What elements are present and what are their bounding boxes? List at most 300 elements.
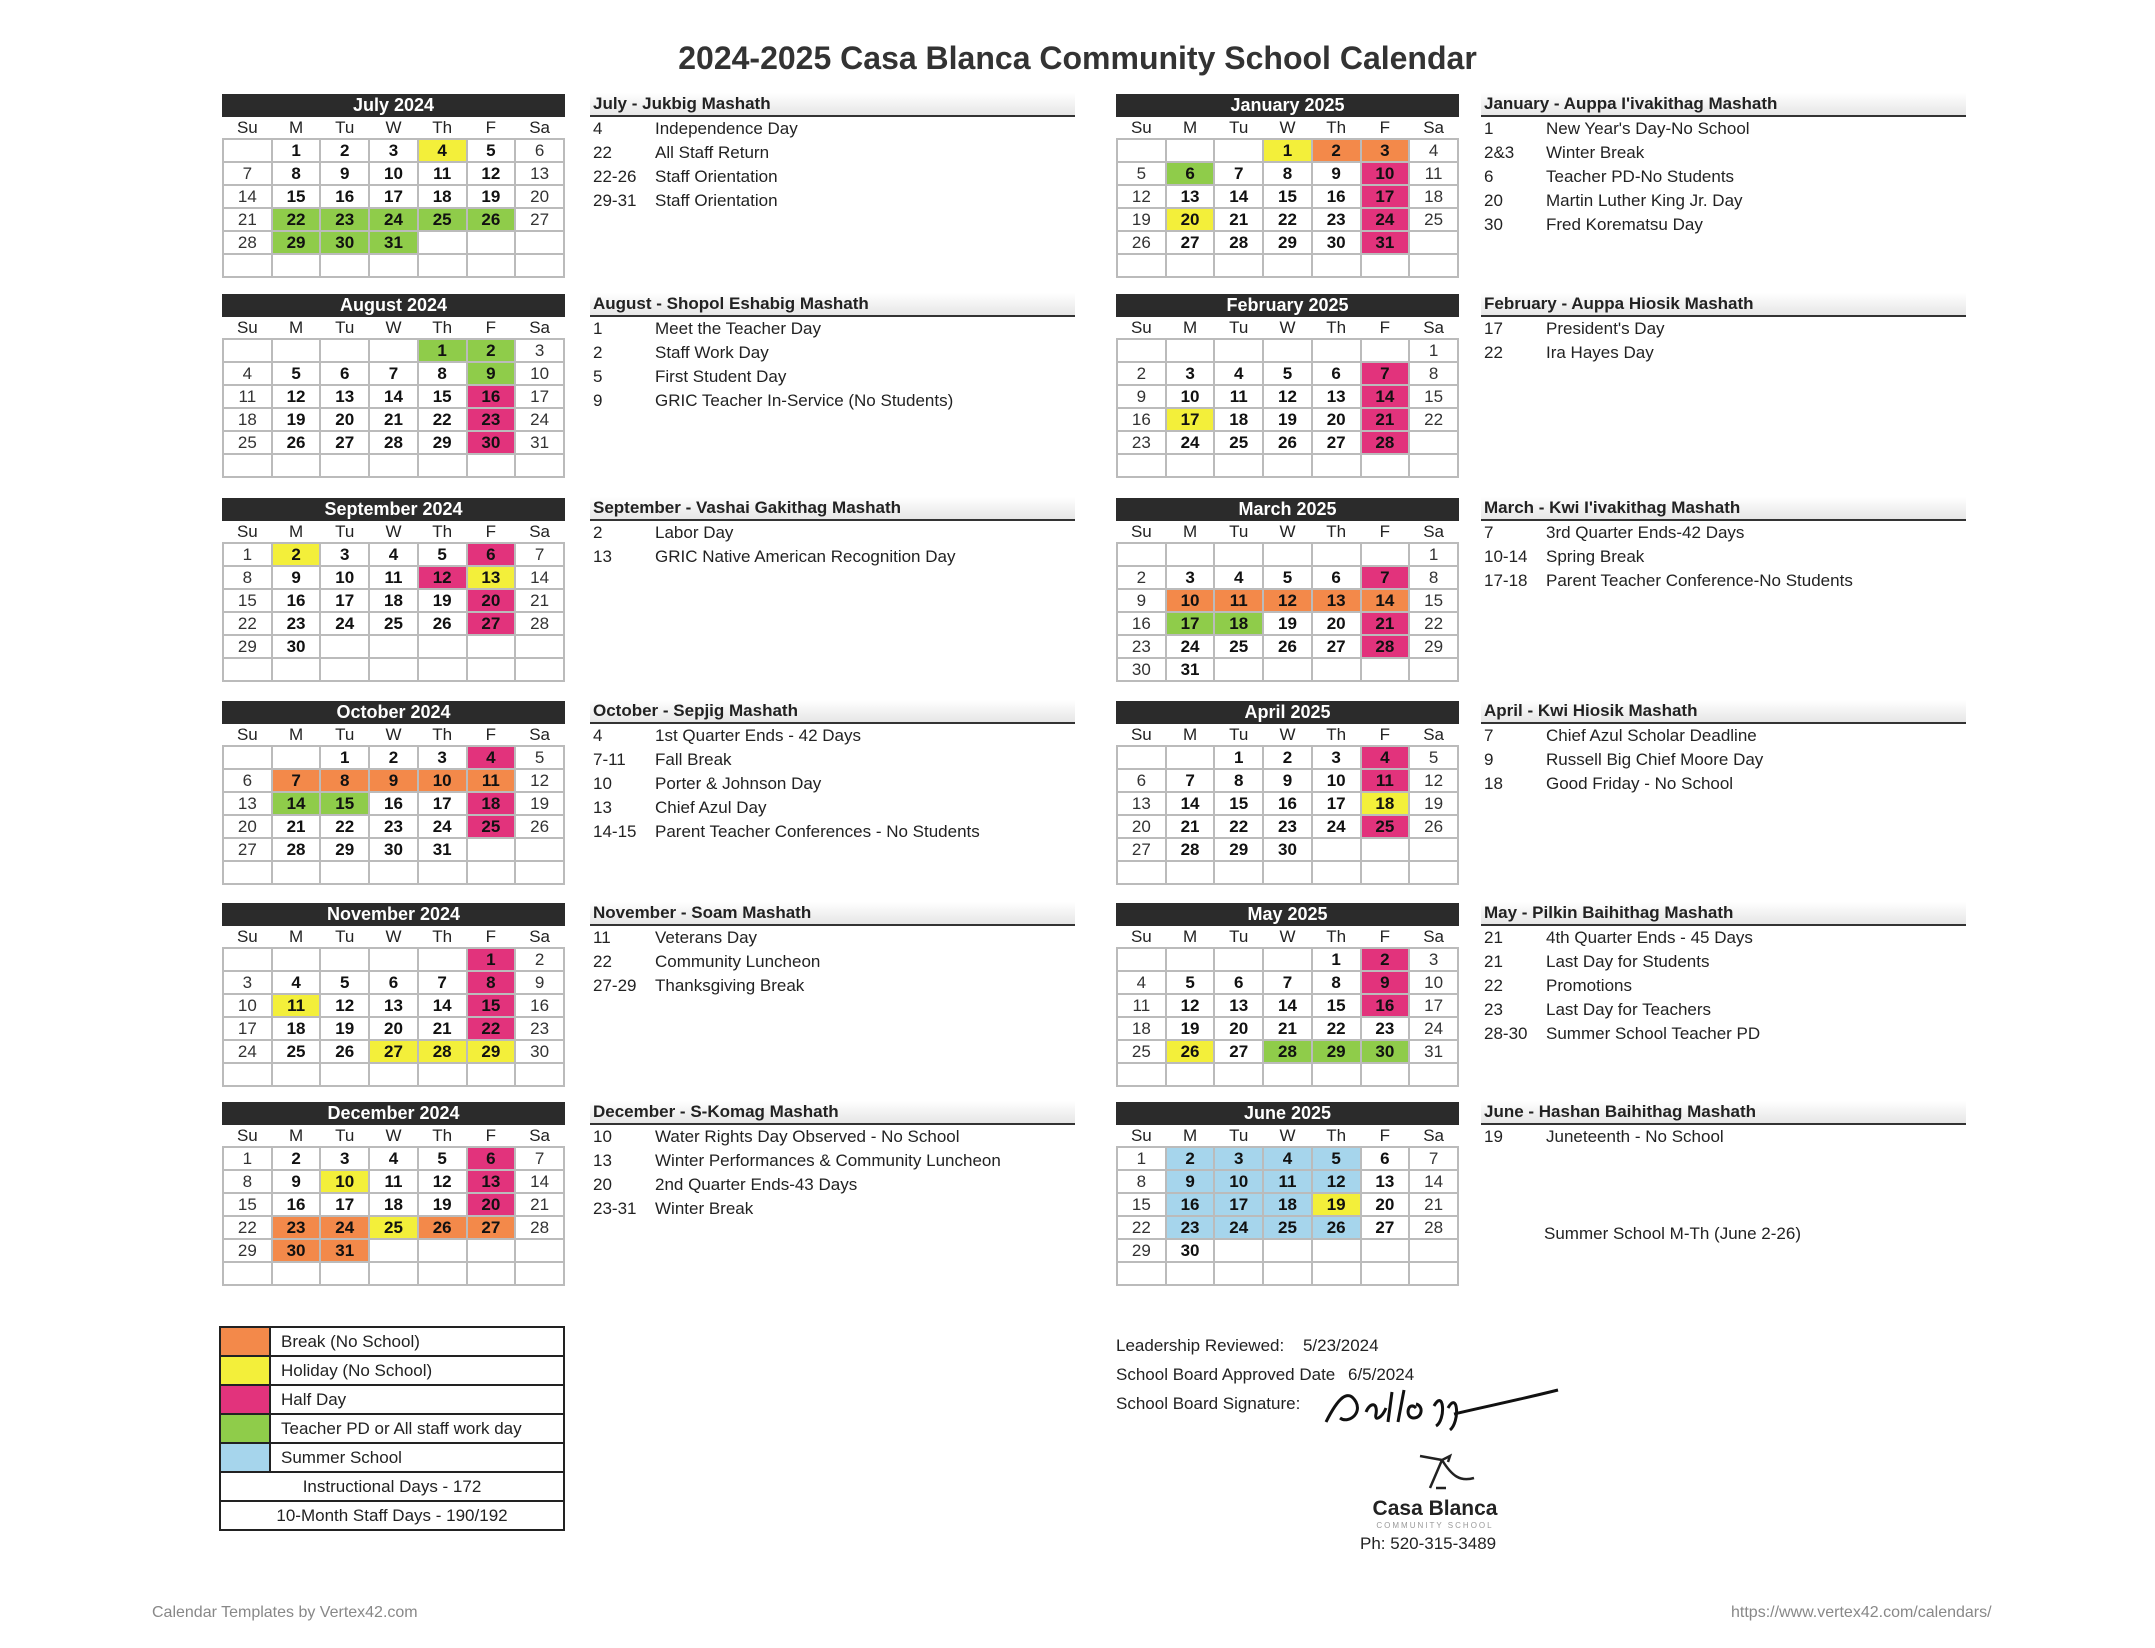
weekday-label: Sa — [529, 724, 550, 744]
day-cell: 2 — [369, 746, 418, 769]
day-cell: 24 — [1361, 208, 1410, 231]
empty-cell — [1312, 838, 1361, 861]
empty-cell — [320, 339, 369, 362]
day-cell: 11 — [1409, 162, 1458, 185]
event-text: First Student Day — [655, 367, 787, 386]
day-cell: 3 — [1166, 362, 1215, 385]
weekday-label: Sa — [529, 926, 550, 946]
day-cell: 8 — [320, 769, 369, 792]
day-cell: 11 — [1214, 385, 1263, 408]
day-cell: 18 — [369, 1193, 418, 1216]
weekday-label: M — [288, 1125, 304, 1145]
empty-cell — [1263, 658, 1312, 681]
day-cell: 10 — [418, 769, 467, 792]
day-cell: 2 — [320, 139, 369, 162]
event-date: 19 — [1484, 1127, 1503, 1146]
day-cell: 18 — [1263, 1193, 1312, 1216]
day-cell: 3 — [1214, 1147, 1263, 1170]
day-cell: 5 — [1263, 362, 1312, 385]
day-cell: 31 — [1166, 658, 1215, 681]
day-cell: 6 — [223, 769, 272, 792]
event-date: 13 — [593, 547, 612, 566]
empty-cell — [1166, 1063, 1215, 1086]
day-cell: 20 — [1361, 1193, 1410, 1216]
day-cell: 23 — [1361, 1017, 1410, 1040]
day-cell: 15 — [272, 185, 321, 208]
day-cell: 14 — [369, 385, 418, 408]
day-cell: 13 — [1166, 185, 1215, 208]
board-signature — [1116, 1394, 1300, 1414]
day-cell: 21 — [1361, 408, 1410, 431]
day-cell: 19 — [467, 185, 516, 208]
week-row — [1117, 362, 1458, 385]
empty-cell — [1214, 1262, 1263, 1285]
day-cell: 29 — [272, 231, 321, 254]
month-grid — [222, 724, 565, 885]
day-cell: 13 — [515, 162, 564, 185]
day-cell: 16 — [467, 385, 516, 408]
event-date: 22 — [1484, 343, 1503, 362]
empty-cell — [1214, 658, 1263, 681]
day-cell: 7 — [223, 162, 272, 185]
weekday-label: F — [485, 1125, 497, 1145]
day-cell: 26 — [515, 815, 564, 838]
day-cell: 29 — [1117, 1239, 1166, 1262]
weekday-label: Su — [236, 926, 258, 946]
event-date: 11 — [593, 928, 611, 947]
day-cell: 3 — [320, 1147, 369, 1170]
day-cell: 30 — [1263, 838, 1312, 861]
week-row — [223, 385, 564, 408]
weekday-label: Tu — [335, 926, 355, 946]
event-text: Staff Orientation — [655, 191, 778, 210]
day-cell: 28 — [515, 1216, 564, 1239]
empty-cell — [369, 454, 418, 477]
day-cell: 15 — [223, 1193, 272, 1216]
legend-label: Holiday (No School) — [281, 1361, 433, 1380]
event-row — [590, 365, 1075, 389]
empty-cell — [1117, 543, 1166, 566]
day-cell: 3 — [1312, 746, 1361, 769]
week-row — [223, 792, 564, 815]
day-cell: 16 — [272, 589, 321, 612]
logo-sub: COMMUNITY SCHOOL — [1376, 1521, 1494, 1530]
legend — [219, 1326, 565, 1531]
event-row — [1481, 545, 1966, 569]
day-cell: 10 — [1409, 971, 1458, 994]
week-row — [1117, 1170, 1458, 1193]
empty-cell — [272, 1262, 321, 1285]
empty-cell — [418, 231, 467, 254]
day-cell: 2 — [467, 339, 516, 362]
day-cell: 12 — [1117, 185, 1166, 208]
weekday-label: Su — [236, 1125, 258, 1145]
month-calendar — [1116, 701, 1459, 885]
event-date: 22 — [1484, 976, 1503, 995]
weekday-label: Su — [1130, 117, 1152, 137]
empty-cell — [272, 948, 321, 971]
day-cell: 19 — [320, 1017, 369, 1040]
day-cell: 2 — [515, 948, 564, 971]
empty-cell — [369, 635, 418, 658]
weekday-label: Th — [432, 117, 453, 137]
month-grid — [1116, 521, 1459, 682]
week-row — [1117, 792, 1458, 815]
day-cell: 11 — [418, 162, 467, 185]
event-date: 30 — [1484, 215, 1503, 234]
day-cell: 21 — [515, 589, 564, 612]
day-cell: 22 — [418, 408, 467, 431]
empty-cell — [515, 1239, 564, 1262]
event-row — [590, 317, 1075, 341]
day-cell: 17 — [1409, 994, 1458, 1017]
legend-row — [221, 1386, 563, 1415]
footer-right[interactable]: https://www.vertex42.com/calendars/ — [1731, 1604, 1992, 1621]
empty-cell — [1361, 454, 1410, 477]
event-row — [1481, 974, 1966, 998]
day-cell: 28 — [369, 431, 418, 454]
empty-cell — [369, 1063, 418, 1086]
week-row — [1117, 861, 1458, 884]
weekday-label: M — [288, 521, 304, 541]
empty-cell — [467, 838, 516, 861]
day-cell: 1 — [1409, 543, 1458, 566]
week-row — [1117, 431, 1458, 454]
week-row — [1117, 746, 1458, 769]
empty-cell — [1117, 1262, 1166, 1285]
legend-label: Half Day — [281, 1390, 347, 1409]
empty-cell — [515, 1262, 564, 1285]
event-row — [1481, 569, 1966, 593]
month-header: February 2025 — [1116, 294, 1459, 317]
day-cell: 9 — [272, 566, 321, 589]
events-header: May - Pilkin Baihithag Mashath — [1481, 902, 1966, 926]
weekday-label: Sa — [1423, 926, 1444, 946]
weekday-label: W — [385, 117, 402, 137]
weekday-label: Th — [432, 317, 453, 337]
week-row — [1117, 971, 1458, 994]
day-cell: 4 — [1263, 1147, 1312, 1170]
week-row — [1117, 838, 1458, 861]
week-row — [223, 543, 564, 566]
month-grid — [1116, 117, 1459, 278]
day-cell: 10 — [1361, 162, 1410, 185]
event-date: 10-14 — [1484, 547, 1528, 566]
weekday-label: Tu — [335, 521, 355, 541]
weekday-label: F — [1379, 724, 1391, 744]
empty-cell — [223, 746, 272, 769]
day-cell: 9 — [515, 971, 564, 994]
event-row — [590, 545, 1075, 569]
day-cell: 27 — [223, 838, 272, 861]
day-cell: 24 — [418, 815, 467, 838]
day-cell: 10 — [1166, 385, 1215, 408]
month-header: August 2024 — [222, 294, 565, 317]
empty-cell — [1312, 861, 1361, 884]
event-row — [590, 389, 1075, 413]
day-cell: 14 — [1361, 385, 1410, 408]
day-cell: 21 — [369, 408, 418, 431]
reviewed-label: Leadership Reviewed: — [1116, 1336, 1285, 1355]
event-row — [590, 974, 1075, 998]
event-text: Water Rights Day Observed - No School — [655, 1127, 960, 1146]
day-cell: 4 — [1117, 971, 1166, 994]
month-calendar — [1116, 94, 1459, 278]
day-cell: 29 — [1263, 231, 1312, 254]
empty-cell — [1214, 1063, 1263, 1086]
weekday-label: Tu — [1229, 1125, 1249, 1145]
day-cell: 26 — [1409, 815, 1458, 838]
event-date: 14-15 — [593, 822, 637, 841]
event-text: Veterans Day — [655, 928, 758, 947]
day-cell: 11 — [1117, 994, 1166, 1017]
weekday-label: F — [485, 117, 497, 137]
day-cell: 12 — [515, 769, 564, 792]
day-cell: 10 — [1214, 1170, 1263, 1193]
day-cell: 16 — [369, 792, 418, 815]
day-cell: 25 — [1214, 431, 1263, 454]
event-date: 29-31 — [593, 191, 637, 210]
event-date: 4 — [593, 119, 603, 138]
day-cell: 13 — [1361, 1170, 1410, 1193]
day-cell: 5 — [272, 362, 321, 385]
week-row — [223, 254, 564, 277]
empty-cell — [272, 658, 321, 681]
event-date: 22-26 — [593, 167, 637, 186]
weekday-label: Th — [432, 521, 453, 541]
empty-cell — [1117, 861, 1166, 884]
empty-cell — [467, 231, 516, 254]
empty-cell — [223, 948, 272, 971]
day-cell: 31 — [1409, 1040, 1458, 1063]
day-cell: 11 — [1263, 1170, 1312, 1193]
day-cell: 27 — [1312, 635, 1361, 658]
day-cell: 10 — [320, 566, 369, 589]
weekday-label: Sa — [529, 317, 550, 337]
day-cell: 5 — [515, 746, 564, 769]
event-date: 1 — [1484, 119, 1494, 138]
empty-cell — [1166, 948, 1215, 971]
day-cell: 11 — [369, 1170, 418, 1193]
week-row — [223, 454, 564, 477]
month-calendar — [222, 498, 565, 682]
empty-cell — [1361, 1063, 1410, 1086]
event-text: Staff Work Day — [655, 343, 769, 362]
weekday-label: F — [485, 926, 497, 946]
weekday-label: F — [485, 724, 497, 744]
legend-label: Summer School — [281, 1448, 402, 1467]
empty-cell — [467, 1262, 516, 1285]
events-header: March - Kwi I'ivakithag Mashath — [1481, 497, 1966, 521]
weekday-label: M — [288, 724, 304, 744]
event-row — [1481, 724, 1966, 748]
weekday-label: W — [385, 521, 402, 541]
empty-cell — [467, 1063, 516, 1086]
day-cell: 8 — [467, 971, 516, 994]
event-text: Winter Break — [655, 1199, 754, 1218]
day-cell: 17 — [1166, 612, 1215, 635]
empty-cell — [467, 635, 516, 658]
weekday-label: W — [1279, 521, 1296, 541]
weekday-label: M — [1182, 317, 1198, 337]
empty-cell — [515, 454, 564, 477]
day-cell: 19 — [272, 408, 321, 431]
week-row — [1117, 231, 1458, 254]
day-cell: 24 — [1166, 635, 1215, 658]
empty-cell — [1409, 658, 1458, 681]
day-cell: 20 — [1214, 1017, 1263, 1040]
week-row — [1117, 385, 1458, 408]
weekday-label: Tu — [335, 117, 355, 137]
day-cell: 24 — [320, 612, 369, 635]
day-cell: 12 — [418, 1170, 467, 1193]
events-header: February - Auppa Hiosik Mashath — [1481, 293, 1966, 317]
event-text: Staff Orientation — [655, 167, 778, 186]
day-cell: 27 — [1117, 838, 1166, 861]
day-cell: 7 — [1214, 162, 1263, 185]
legend-row — [221, 1328, 563, 1357]
empty-cell — [1361, 254, 1410, 277]
event-date: 18 — [1484, 774, 1503, 793]
day-cell: 24 — [320, 1216, 369, 1239]
event-row — [1481, 950, 1966, 974]
day-cell: 17 — [418, 792, 467, 815]
empty-cell — [369, 658, 418, 681]
legend-swatch-half — [221, 1386, 271, 1413]
day-cell: 27 — [1166, 231, 1215, 254]
events-header: September - Vashai Gakithag Mashath — [590, 497, 1075, 521]
day-cell: 4 — [369, 543, 418, 566]
day-cell: 9 — [467, 362, 516, 385]
event-date: 23 — [1484, 1000, 1503, 1019]
event-row — [590, 521, 1075, 545]
day-cell: 7 — [1409, 1147, 1458, 1170]
empty-cell — [369, 1262, 418, 1285]
approved-label: School Board Approved Date — [1116, 1365, 1336, 1384]
day-cell: 3 — [369, 139, 418, 162]
phone-number: Ph: 520-315-3489 — [1360, 1534, 1497, 1553]
day-cell: 3 — [1361, 139, 1410, 162]
empty-cell — [1312, 543, 1361, 566]
empty-cell — [467, 254, 516, 277]
day-cell: 21 — [223, 208, 272, 231]
week-row — [1117, 208, 1458, 231]
day-cell: 19 — [1117, 208, 1166, 231]
day-cell: 31 — [369, 231, 418, 254]
month-grid — [1116, 926, 1459, 1087]
week-row — [1117, 1216, 1458, 1239]
day-cell: 1 — [320, 746, 369, 769]
day-cell: 3 — [1409, 948, 1458, 971]
day-cell: 12 — [418, 566, 467, 589]
empty-cell — [320, 454, 369, 477]
day-cell: 25 — [467, 815, 516, 838]
weekday-label: M — [1182, 521, 1198, 541]
week-row — [1117, 1063, 1458, 1086]
day-cell: 15 — [1263, 185, 1312, 208]
weekday-label: Tu — [1229, 521, 1249, 541]
day-cell: 24 — [1312, 815, 1361, 838]
empty-cell — [1214, 861, 1263, 884]
day-cell: 30 — [369, 838, 418, 861]
weekday-label: Th — [1326, 317, 1347, 337]
week-row — [223, 658, 564, 681]
week-row — [223, 746, 564, 769]
legend-label: Teacher PD or All staff work day — [281, 1419, 522, 1438]
empty-cell — [1263, 254, 1312, 277]
day-cell: 4 — [223, 362, 272, 385]
day-cell: 27 — [320, 431, 369, 454]
day-cell: 4 — [272, 971, 321, 994]
day-cell: 20 — [1312, 612, 1361, 635]
month-header: May 2025 — [1116, 903, 1459, 926]
day-cell: 9 — [272, 1170, 321, 1193]
day-cell: 6 — [1166, 162, 1215, 185]
week-row — [1117, 1017, 1458, 1040]
leadership-reviewed — [1116, 1336, 1379, 1356]
day-cell: 6 — [515, 139, 564, 162]
day-cell: 17 — [1166, 408, 1215, 431]
day-cell: 23 — [272, 612, 321, 635]
event-row — [1481, 772, 1966, 796]
event-text: 4th Quarter Ends - 45 Days — [1546, 928, 1753, 947]
empty-cell — [1312, 658, 1361, 681]
empty-cell — [467, 454, 516, 477]
week-row — [1117, 994, 1458, 1017]
empty-cell — [1409, 1239, 1458, 1262]
event-text: Independence Day — [655, 119, 798, 138]
event-row — [1481, 117, 1966, 141]
day-cell: 14 — [272, 792, 321, 815]
empty-cell — [1409, 838, 1458, 861]
event-date: 17-18 — [1484, 571, 1528, 590]
event-text: Last Day for Students — [1546, 952, 1710, 971]
event-row — [590, 1197, 1075, 1221]
events-header: June - Hashan Baihithag Mashath — [1481, 1101, 1966, 1125]
page-title: 2024-2025 Casa Blanca Community School Calendar — [678, 40, 1477, 76]
empty-cell — [320, 658, 369, 681]
day-cell: 27 — [467, 612, 516, 635]
empty-cell — [1312, 454, 1361, 477]
day-cell: 17 — [1361, 185, 1410, 208]
day-cell: 11 — [223, 385, 272, 408]
empty-cell — [1263, 1262, 1312, 1285]
empty-cell — [1312, 1262, 1361, 1285]
event-text: Ira Hayes Day — [1546, 343, 1654, 362]
day-cell: 2 — [1361, 948, 1410, 971]
week-row — [1117, 658, 1458, 681]
empty-cell — [467, 861, 516, 884]
signature-label: School Board Signature: — [1116, 1394, 1301, 1413]
day-cell: 8 — [1409, 566, 1458, 589]
event-text: Russell Big Chief Moore Day — [1546, 750, 1764, 769]
day-cell: 28 — [1409, 1216, 1458, 1239]
school-logo — [1370, 1448, 1500, 1530]
empty-cell — [1312, 254, 1361, 277]
month-events — [1481, 1101, 1966, 1149]
empty-cell — [1263, 454, 1312, 477]
events-header: November - Soam Mashath — [590, 902, 1075, 926]
day-cell: 8 — [272, 162, 321, 185]
event-row — [590, 141, 1075, 165]
month-events — [1481, 93, 1966, 237]
event-row — [590, 820, 1075, 844]
weekday-label: F — [485, 317, 497, 337]
empty-cell — [418, 454, 467, 477]
day-cell: 11 — [1214, 589, 1263, 612]
event-row — [590, 1125, 1075, 1149]
weekday-label: Tu — [1229, 117, 1249, 137]
